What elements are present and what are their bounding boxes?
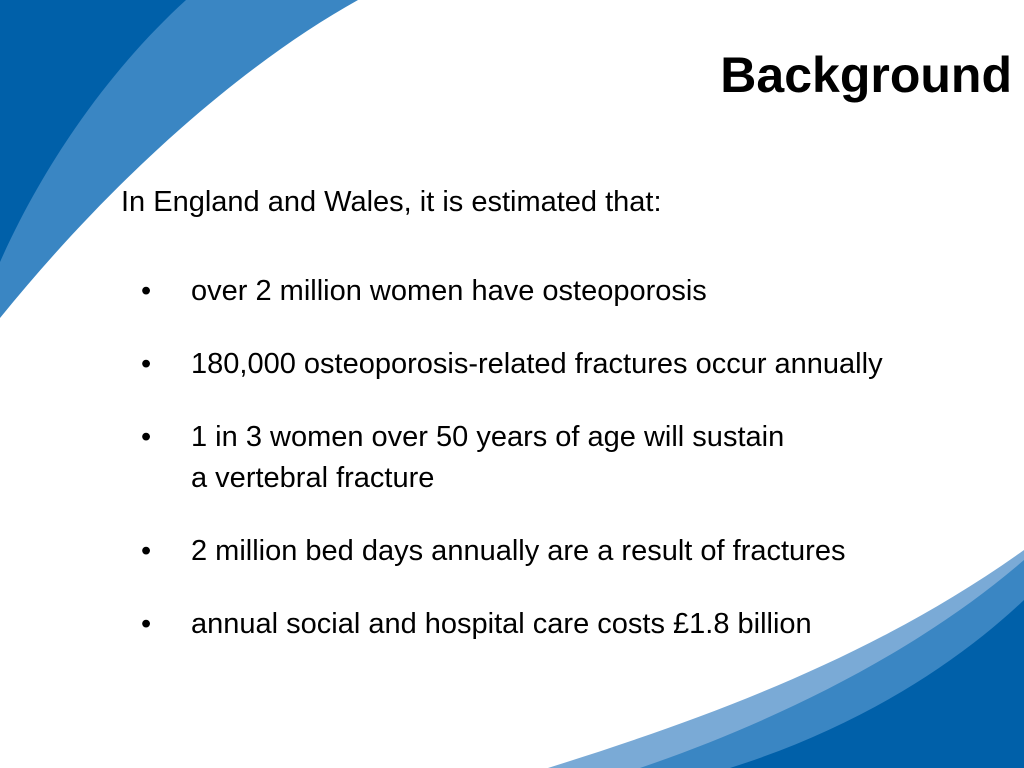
bullet-dot: •: [141, 348, 152, 380]
bullet-line: a vertebral fracture: [191, 462, 435, 494]
bullet-dot: •: [141, 608, 152, 640]
bullet-line: over 2 million women have osteoporosis: [191, 275, 707, 307]
bullet-dot: •: [141, 275, 152, 307]
bullet-text: [191, 531, 845, 572]
bullet-dot: •: [141, 421, 152, 453]
bullet-text: [191, 271, 707, 312]
bullet-line: 2 million bed days annually are a result of fractures: [191, 535, 846, 567]
bullet-line: annual social and hospital care costs £1.8 billion: [191, 608, 812, 640]
bullet-line: 180,000 osteoporosis-related fractures occur annually: [191, 348, 883, 380]
intro-text: In England and Wales, it is estimated that:: [121, 186, 662, 218]
bullet-line: 1 in 3 women over 50 years of age will sustain: [191, 421, 785, 453]
bullet-dot: •: [141, 535, 152, 567]
bullet-text: [191, 417, 784, 499]
bullet-text: [191, 344, 883, 385]
slide-title: Background: [720, 47, 1012, 103]
bullet-text: [191, 604, 812, 645]
